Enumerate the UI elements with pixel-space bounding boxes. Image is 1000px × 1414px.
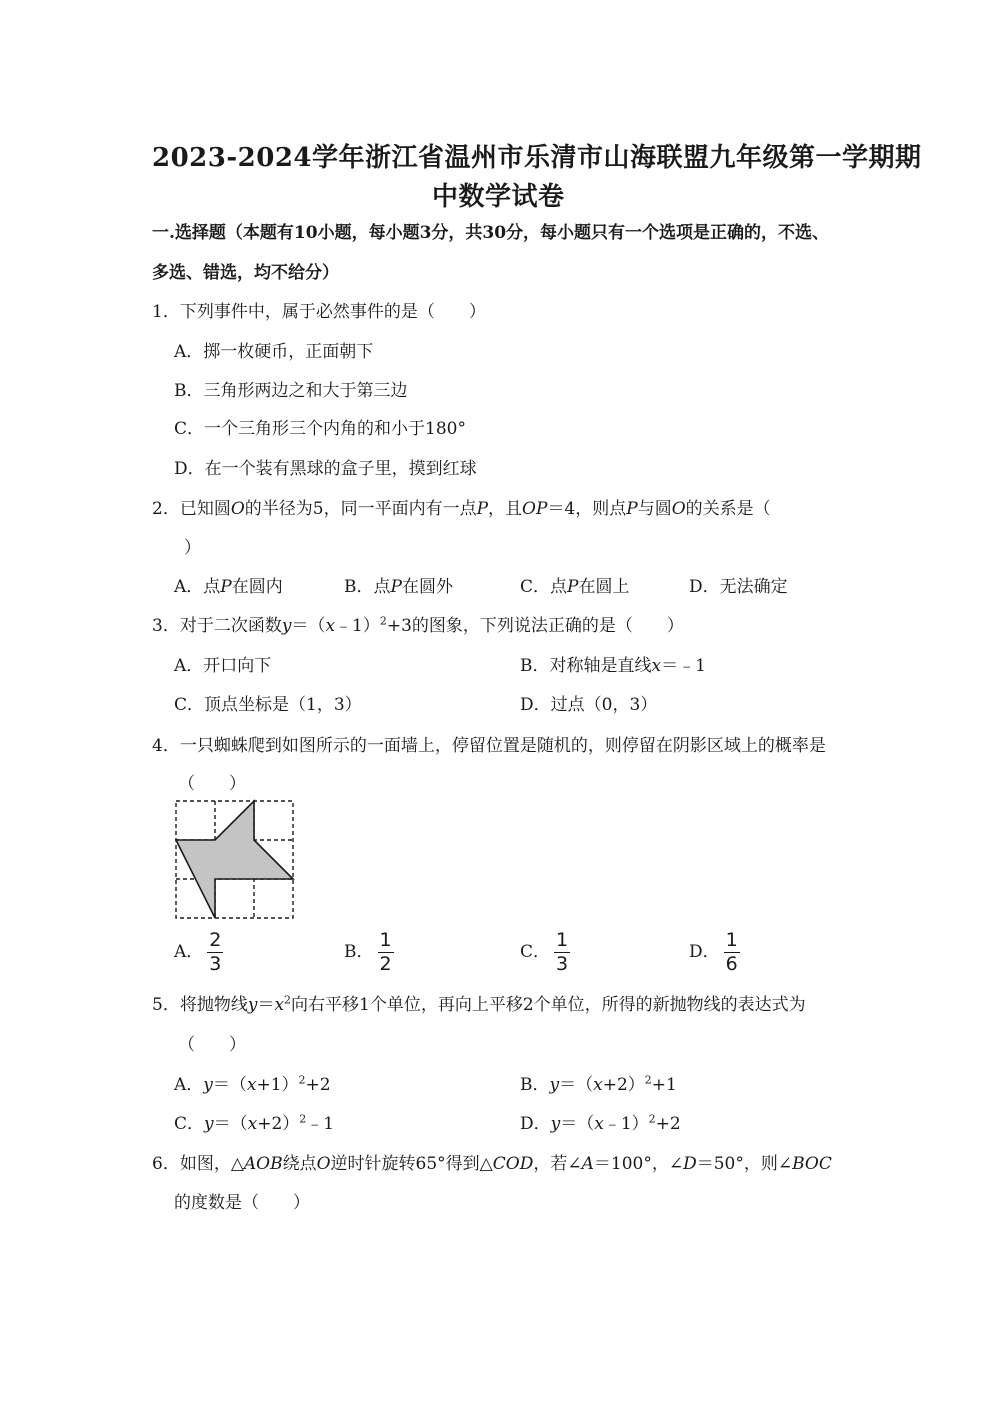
- question-2-stem-line2: ）: [184, 538, 201, 558]
- grid-star-figure: [170, 796, 302, 924]
- question-2-option-d: D．无法确定: [689, 577, 788, 597]
- question-4-option-d: D． $\frac{1}{6}$: [689, 929, 738, 975]
- question-5-option-b: B．$y=(x+2)^2+1$: [520, 1073, 677, 1095]
- question-4-stem-line2: （ ）: [178, 774, 246, 794]
- question-3-stem: 3．对于二次函数y＝（x﹣1）$^2$+3的图象，下列说法正确的是（ ）: [152, 614, 684, 636]
- page-title: 2023-2024学年浙江省温州市乐清市山海联盟九年级第一学期期: [152, 143, 922, 173]
- fraction-d: $\frac{1}{6}$: [725, 929, 738, 975]
- fraction-a: $\frac{2}{3}$: [209, 929, 222, 975]
- question-3-option-c: C．顶点坐标是（1，3）: [174, 695, 362, 715]
- section-heading: 一.选择题（本题有10小题，每小题3分，共30分，每小题只有一个选项是正确的，不选、: [152, 223, 830, 243]
- question-4-option-a: A． $\frac{2}{3}$: [174, 929, 222, 975]
- question-2-stem: 2．已知圆O的半径为5，同一平面内有一点P，且OP＝4，则点P与圆O的关系是（: [152, 499, 771, 519]
- question-3-option-a: A．开口向下: [174, 656, 272, 676]
- fraction-b: $\frac{1}{2}$: [379, 929, 392, 975]
- question-1-option-d: D．在一个装有黑球的盒子里，摸到红球: [174, 459, 477, 479]
- question-5-stem-line2: （ ）: [178, 1035, 246, 1055]
- question-6-stem: 6．如图，△AOB绕点O逆时针旋转65°得到△COD，若∠A＝100°，∠D＝50°，则∠BOC: [152, 1154, 832, 1174]
- question-2-option-b: B．点P在圆外: [344, 577, 453, 597]
- page-title-line2: 中数学试卷: [432, 182, 565, 212]
- question-2-option-a: A．点P在圆内: [174, 577, 283, 597]
- question-4-stem: 4．一只蜘蛛爬到如图所示的一面墙上，停留位置是随机的，则停留在阴影区域上的概率是: [152, 736, 826, 756]
- question-1-option-c: C．一个三角形三个内角的和小于180°: [174, 419, 466, 439]
- question-1-option-a: A．掷一枚硬币，正面朝下: [174, 342, 374, 362]
- question-5-stem: 5．将抛物线$y=x^2$向右平移1个单位，再向上平移2个单位，所得的新抛物线的表达式为: [152, 993, 806, 1015]
- question-3-option-d: D．过点（0，3）: [520, 695, 658, 715]
- question-2-option-c: C．点P在圆上: [520, 577, 630, 597]
- question-1-stem: 1．下列事件中，属于必然事件的是（ ）: [152, 302, 486, 322]
- question-3-option-b: B．对称轴是直线x＝﹣1: [520, 656, 706, 676]
- question-6-stem-line2: 的度数是（ ）: [174, 1193, 310, 1213]
- question-4-option-b: B． $\frac{1}{2}$: [344, 929, 392, 975]
- shaded-region: [176, 801, 293, 918]
- section-heading-line2: 多选、错选，均不给分）: [152, 263, 339, 283]
- fraction-c: $\frac{1}{3}$: [556, 929, 569, 975]
- question-5-option-c: C．$y=(x+2)^2﹣1$: [174, 1112, 335, 1134]
- question-4-option-c: C． $\frac{1}{3}$: [520, 929, 569, 975]
- question-5-option-d: D．y＝（x﹣1）$^2$+2: [520, 1112, 681, 1134]
- question-5-option-a: A．$y=(x+1)^2+2$: [174, 1073, 331, 1095]
- question-1-option-b: B．三角形两边之和大于第三边: [174, 381, 408, 401]
